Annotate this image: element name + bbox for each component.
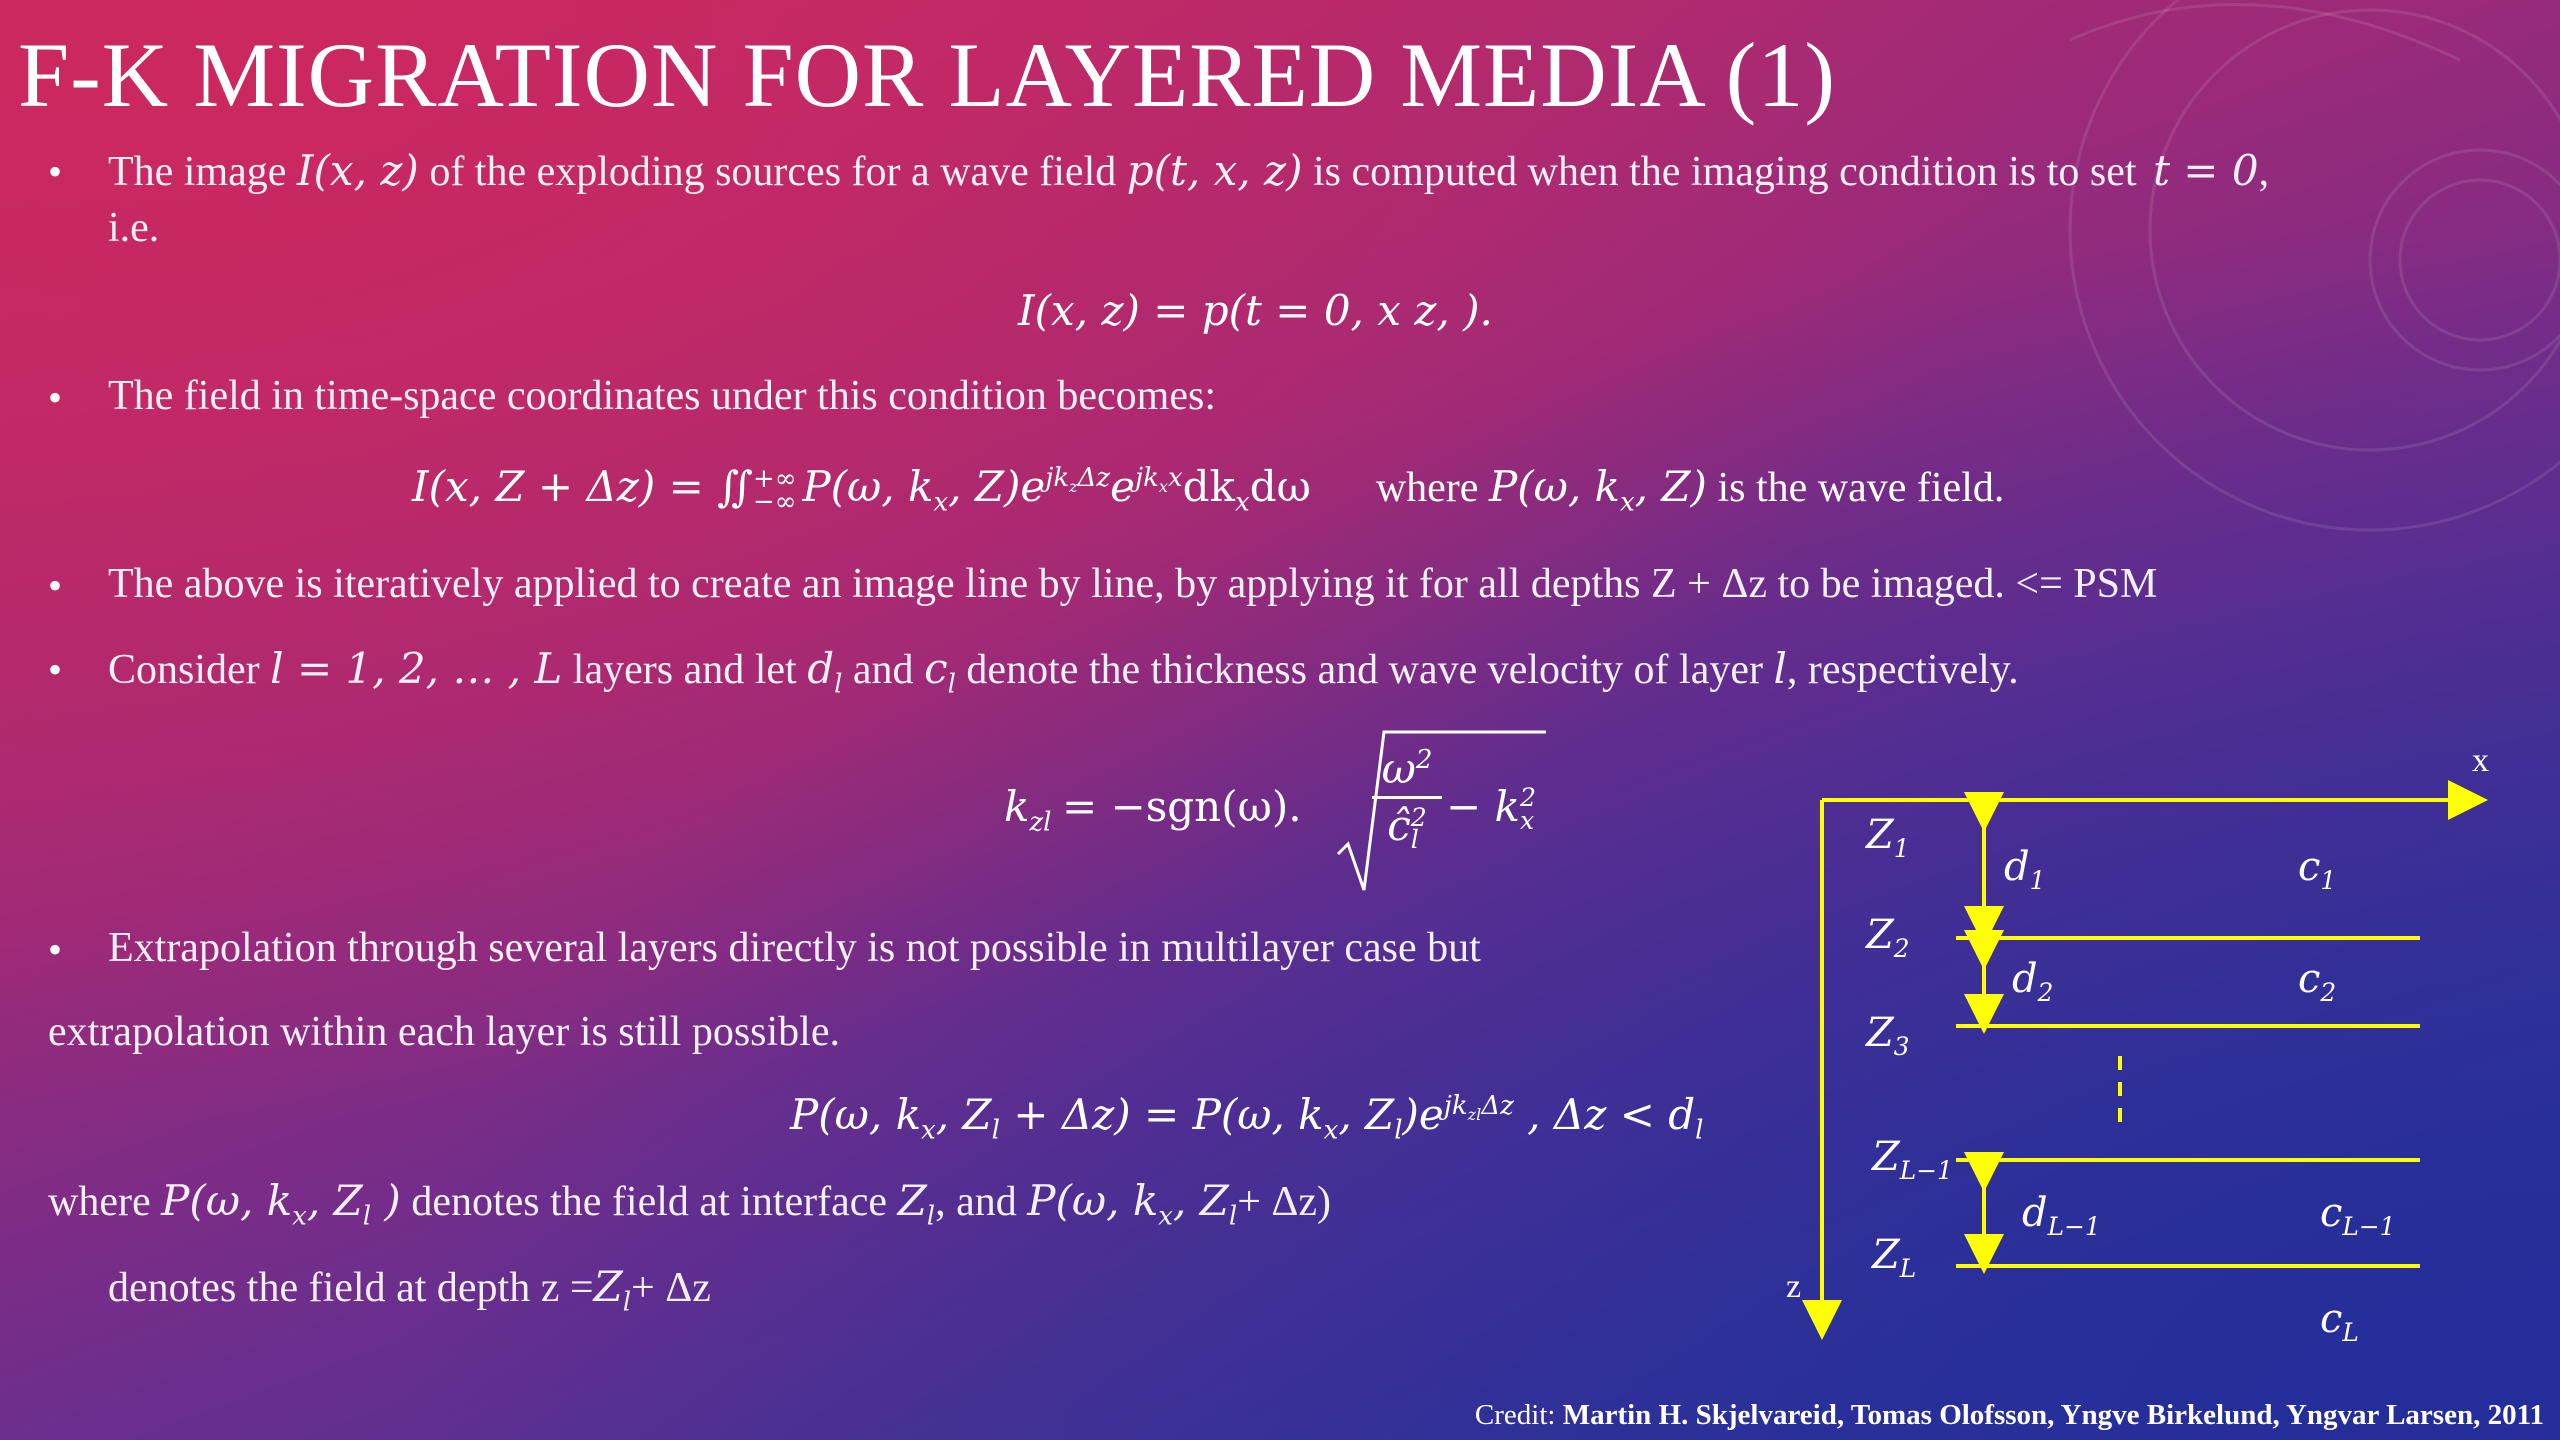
math-image-function: I(x, z) — [296, 146, 419, 195]
lbl: c — [2320, 1296, 2343, 1342]
text: , — [2258, 149, 2270, 195]
eq-sub: l — [926, 1201, 936, 1232]
eq-exp: x — [1167, 463, 1183, 493]
bullet-3-text: The above is iteratively applied to create an image line by line, by applying it for all depths Z + Δz to be imaged. <= PSM — [108, 561, 2158, 607]
eq-part: ω — [1381, 744, 1416, 793]
lbl: d — [2012, 956, 2038, 1002]
lbl: Z — [1866, 1010, 1894, 1056]
text: where — [48, 1179, 151, 1225]
eq-sub: l — [1410, 825, 1419, 855]
lbl-sub: L — [2342, 1318, 2359, 1347]
where-line — [48, 1176, 1331, 1231]
lbl-sub: L−1 — [2342, 1212, 2396, 1241]
eq-sub: x — [1158, 1201, 1173, 1232]
label-zl-1 — [1872, 1134, 1953, 1185]
lbl-sub: 1 — [2320, 866, 2337, 895]
eq-sub: x — [933, 487, 949, 518]
lbl: Z — [1866, 812, 1894, 858]
eq-part: , Z)e — [948, 462, 1046, 511]
math-thickness: d — [807, 644, 835, 693]
eq-part: P(ω, k — [802, 462, 934, 511]
eq-sub: l — [991, 1115, 1000, 1146]
z-axis-label: z — [1786, 1268, 1802, 1305]
eq-sub: l — [1394, 1115, 1403, 1146]
label-cl — [2320, 1296, 2359, 1347]
eq-part: Z — [897, 1176, 927, 1225]
text: , and — [935, 1179, 1017, 1225]
eq-part: dω — [1249, 462, 1311, 511]
bullet-marker: • — [48, 375, 63, 420]
eq-exp: jk — [1135, 463, 1159, 493]
equation-kz — [1004, 782, 1302, 837]
eq-part: )e — [1402, 1090, 1444, 1139]
lower-limit: −∞ — [752, 487, 797, 518]
fraction-bar — [1372, 796, 1442, 799]
lbl: d — [2022, 1190, 2048, 1236]
credit-label: Credit: — [1474, 1399, 1556, 1431]
math-layer: l — [1773, 644, 1787, 693]
text: + Δz — [631, 1265, 711, 1311]
label-z3 — [1866, 1010, 1910, 1061]
eq-sub: l — [834, 669, 843, 700]
label-c1 — [2298, 844, 2336, 895]
eq-part: , Z — [1172, 1176, 1229, 1225]
eq-part: dk — [1182, 462, 1235, 511]
text: layers and let — [572, 647, 797, 693]
eq-sub: x — [921, 1115, 936, 1146]
math-layer-range: l = 1, 2, … , L — [270, 644, 563, 693]
layered-media-diagram — [1760, 720, 2520, 1360]
lbl: c — [2298, 844, 2321, 890]
eq-part: , Z — [306, 1176, 363, 1225]
label-zl — [1872, 1232, 1916, 1283]
credit-line — [1475, 1399, 2544, 1432]
eq-sub: x — [292, 1201, 307, 1232]
lbl-sub: 2 — [2037, 978, 2054, 1007]
eq-sup: 2 — [1520, 783, 1537, 813]
credit-names: Martin H. Skjelvareid, Tomas Olofsson, Yngve Birkelund, Yngvar Larsen, 2011 — [1562, 1399, 2544, 1431]
text: + Δz) — [1237, 1179, 1332, 1225]
eq-part: , Z) — [1634, 462, 1707, 511]
lbl-sub: L−1 — [2047, 1212, 2101, 1241]
text: where — [1375, 465, 1479, 511]
label-cl-1 — [2320, 1190, 2395, 1241]
eq-part: P(ω, k — [1027, 1176, 1159, 1225]
bullet-5-line-2: extrapolation within each layer is still possible. — [48, 1009, 840, 1055]
lbl: Z — [1872, 1232, 1900, 1278]
text: and — [852, 647, 914, 693]
eq-part: = −sgn(ω). — [1062, 782, 1302, 831]
eq-sub: l — [947, 669, 956, 700]
eq-sub: l — [1228, 1201, 1238, 1232]
text: denote the thickness and wave velocity of layer — [966, 647, 1763, 693]
eq-exp: Δz — [1077, 463, 1111, 493]
eq-part: − k — [1446, 782, 1520, 831]
decorative-circles — [1920, 0, 2560, 620]
eq-sub: x — [1323, 1115, 1339, 1146]
eq-sub: z — [1069, 477, 1078, 497]
lbl: d — [2004, 844, 2030, 890]
eq-part: , Z — [935, 1090, 992, 1139]
eq-exp: jk — [1443, 1091, 1468, 1121]
integral-limits — [752, 463, 797, 518]
eq-part: P(ω, k — [1488, 462, 1620, 511]
lbl: Z — [1872, 1134, 1900, 1180]
upper-limit: +∞ — [752, 463, 797, 494]
label-z1 — [1866, 812, 1910, 863]
text: The image — [108, 149, 287, 195]
text: of the exploding sources for a wave field — [429, 149, 1117, 195]
eq-part: , Δz < d — [1513, 1090, 1696, 1139]
eq-part: , Z — [1338, 1090, 1395, 1139]
bullet-marker: • — [48, 149, 63, 194]
lbl-sub: L−1 — [1899, 1156, 1953, 1185]
math-wave-field: p(t, x, z) — [1126, 146, 1303, 195]
text: Consider — [108, 647, 260, 693]
eq-part: ĉ — [1387, 801, 1411, 851]
eq-sub: zl — [1467, 1105, 1482, 1125]
eq-part: + Δz) = P(ω, k — [999, 1090, 1324, 1139]
lbl-sub: 1 — [1893, 834, 1910, 863]
math-velocity: c — [924, 644, 948, 693]
math-t-equals-zero: t = 0 — [2153, 146, 2259, 195]
eq-part: e — [1110, 462, 1135, 511]
text: denotes the field at depth z = — [108, 1265, 594, 1311]
text: is the wave field. — [1717, 465, 2005, 511]
label-dl-1 — [2022, 1190, 2101, 1241]
eq-part: I(x, Z + Δz) = ∬ — [412, 462, 753, 511]
bullet-marker: • — [48, 563, 63, 608]
eq-part: P(ω, k — [161, 1176, 293, 1225]
x-axis-label: x — [2472, 742, 2489, 779]
lbl: Z — [1866, 912, 1894, 958]
bullet-5-line-1: Extrapolation through several layers directly is not possible in multilayer case but — [108, 925, 1481, 971]
eq-sub: zl — [1029, 807, 1052, 838]
equation-imaging-condition: I(x, z) = p(t = 0, x z, ). — [1018, 286, 1493, 335]
eq-sub: l — [622, 1287, 632, 1318]
eq-part: ) — [371, 1176, 401, 1225]
lbl-sub: 2 — [2320, 978, 2337, 1007]
label-d2 — [2012, 956, 2053, 1007]
label-d1 — [2004, 844, 2045, 895]
text: is computed when the imaging condition is to set — [1313, 149, 2137, 195]
depth-line — [108, 1262, 711, 1317]
lbl: c — [2320, 1190, 2343, 1236]
eq-part: P(ω, k — [790, 1090, 922, 1139]
text: denotes the field at interface — [411, 1179, 888, 1225]
fraction-omega-c — [1372, 744, 1442, 855]
lbl-sub: L — [1899, 1254, 1917, 1283]
eq-sup: 2 — [1415, 745, 1433, 775]
bullet-4-text — [108, 644, 2019, 699]
label-z2 — [1866, 912, 1910, 963]
slide-title: F-K MIGRATION FOR LAYERED MEDIA (1) — [18, 24, 1836, 126]
bullet-marker: • — [48, 647, 63, 692]
text: , respectively. — [1786, 647, 2019, 693]
lbl-sub: 1 — [2029, 866, 2046, 895]
eq-sub: x — [1158, 477, 1168, 497]
eq-part: Z — [593, 1262, 623, 1311]
lbl: c — [2298, 956, 2321, 1002]
eq-sub: l — [1695, 1115, 1704, 1146]
eq-sub: l — [362, 1201, 372, 1232]
eq-sub: x — [1619, 487, 1635, 518]
equation-extrapolation — [790, 1090, 1703, 1145]
lbl-sub: 3 — [1893, 1032, 1910, 1061]
equation-field-integral — [412, 462, 2004, 517]
bullet-2-text: The field in time-space coordinates under this condition becomes: — [108, 373, 1216, 419]
bullet-1-line-1 — [108, 146, 2269, 196]
lbl-sub: 2 — [1893, 934, 1910, 963]
eq-sub: x — [1520, 806, 1535, 835]
bullet-1-line-2: i.e. — [108, 205, 160, 251]
eq-part: k — [1004, 782, 1030, 831]
eq-sub: x — [1235, 487, 1250, 518]
eq-sup: 2 — [1410, 802, 1427, 832]
label-c2 — [2298, 956, 2336, 1007]
eq-exp: Δz — [1481, 1091, 1514, 1121]
eq-exp: jk — [1045, 463, 1070, 493]
eq-kx-term — [1446, 782, 1536, 833]
bullet-marker: • — [48, 927, 63, 972]
